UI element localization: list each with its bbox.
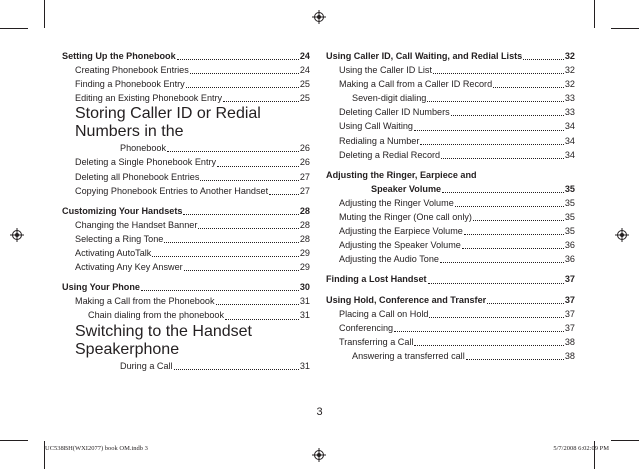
toc-entry[interactable] bbox=[62, 260, 310, 274]
toc-page-number: 27 bbox=[299, 171, 310, 182]
toc-entry[interactable] bbox=[62, 77, 310, 91]
toc-page-number: 32 bbox=[564, 51, 575, 61]
toc-entry[interactable] bbox=[326, 210, 575, 224]
dot-leader bbox=[174, 369, 299, 370]
toc-entry[interactable] bbox=[326, 105, 575, 119]
toc-page-number: 26 bbox=[299, 143, 310, 154]
print-slug-file: UC538BH(WXI2077) book OM.indb 3 bbox=[45, 445, 148, 452]
toc-page-number: 35 bbox=[564, 183, 575, 194]
toc-page-number: 37 bbox=[564, 308, 575, 319]
toc-page-number: 33 bbox=[564, 107, 575, 118]
toc-entry-title: Finding a Phonebook Entry bbox=[75, 79, 185, 90]
toc-entry[interactable] bbox=[62, 91, 310, 105]
toc-page-number: 24 bbox=[299, 65, 310, 76]
toc-section-heading[interactable] bbox=[326, 49, 575, 63]
toc-page-number: 35 bbox=[564, 212, 575, 223]
toc-page-number: 36 bbox=[564, 240, 575, 251]
toc-entry-title-continued: During a Call bbox=[120, 360, 173, 371]
dot-leader bbox=[223, 101, 299, 102]
toc-entry[interactable] bbox=[326, 349, 575, 363]
toc-page-number: 34 bbox=[564, 121, 575, 132]
dot-leader bbox=[493, 87, 564, 88]
toc-entry-title: Deleting Caller ID Numbers bbox=[339, 107, 450, 118]
toc-page-number: 36 bbox=[564, 254, 575, 265]
toc-page-number: 37 bbox=[564, 322, 575, 333]
crop-mark bbox=[44, 0, 45, 28]
toc-page-number: 37 bbox=[564, 274, 575, 285]
toc-entry[interactable] bbox=[62, 308, 310, 322]
crop-mark bbox=[611, 28, 639, 29]
dot-leader bbox=[428, 283, 564, 284]
toc-page-number: 28 bbox=[299, 219, 310, 230]
toc-entry[interactable] bbox=[326, 119, 575, 133]
toc-page-number: 35 bbox=[564, 197, 575, 208]
dot-leader bbox=[164, 242, 299, 243]
toc-section-heading[interactable] bbox=[326, 168, 575, 196]
crop-mark bbox=[0, 28, 28, 29]
toc-entry[interactable] bbox=[326, 321, 575, 335]
toc-entry-title: Adjusting the Earpiece Volume bbox=[339, 226, 463, 237]
dot-leader bbox=[433, 73, 564, 74]
dot-leader bbox=[152, 256, 299, 257]
toc-entry-title: Chain dialing from the phonebook bbox=[88, 310, 224, 321]
dot-leader bbox=[523, 59, 564, 60]
toc-page-number: 32 bbox=[564, 65, 575, 76]
toc-entry[interactable] bbox=[326, 224, 575, 238]
dot-leader bbox=[177, 59, 299, 60]
dot-leader bbox=[216, 304, 299, 305]
toc-entry-title: Finding a Lost Handset bbox=[326, 274, 427, 285]
dot-leader bbox=[217, 166, 299, 167]
toc-entry[interactable] bbox=[326, 63, 575, 77]
dot-leader bbox=[441, 158, 564, 159]
toc-entry[interactable] bbox=[326, 77, 575, 91]
registration-mark-icon bbox=[10, 228, 24, 242]
toc-entry-title: Using Caller ID, Call Waiting, and Redial Lists bbox=[326, 51, 523, 61]
toc-entry-title: Storing Caller ID or Redial Numbers in the bbox=[75, 105, 261, 141]
toc-section-heading[interactable] bbox=[62, 280, 310, 294]
toc-entry[interactable] bbox=[326, 252, 575, 266]
toc-entry-title: Copying Phonebook Entries to Another Handset bbox=[75, 185, 269, 196]
toc-entry-title: Adjusting the Ringer Volume bbox=[339, 197, 454, 208]
toc-entry-title: Redialing a Number bbox=[339, 135, 420, 146]
toc-entry[interactable] bbox=[326, 307, 575, 321]
toc-entry-title: Making a Call from a Caller ID Record bbox=[339, 79, 493, 90]
toc-page-number: 31 bbox=[299, 296, 310, 307]
toc-page-number: 25 bbox=[299, 93, 310, 104]
toc-entry-title: Adjusting the Audio Tone bbox=[339, 254, 439, 265]
toc-entry-title: Adjusting the Ringer, Earpiece and bbox=[326, 169, 477, 180]
toc-section-heading[interactable] bbox=[326, 293, 575, 307]
dot-leader bbox=[429, 317, 563, 318]
toc-page-number: 25 bbox=[299, 79, 310, 90]
dot-leader bbox=[225, 319, 299, 320]
toc-page-number: 30 bbox=[299, 282, 310, 293]
dot-leader bbox=[473, 220, 564, 221]
toc-entry[interactable] bbox=[62, 246, 310, 260]
toc-right-column bbox=[326, 49, 575, 363]
dot-leader bbox=[198, 228, 299, 229]
toc-entry-title: Selecting a Ring Tone bbox=[75, 233, 164, 244]
toc-left-column bbox=[62, 49, 310, 373]
toc-entry-title: Creating Phonebook Entries bbox=[75, 65, 189, 76]
toc-entry-title: Deleting a Redial Record bbox=[339, 149, 441, 160]
toc-entry-title: Activating AutoTalk bbox=[75, 248, 152, 259]
toc-page-number: 24 bbox=[299, 51, 310, 61]
toc-entry-title: Using Hold, Conference and Transfer bbox=[326, 294, 487, 305]
toc-entry[interactable] bbox=[326, 91, 575, 105]
toc-entry-title: Transferring a Call bbox=[339, 336, 414, 347]
toc-entry-title: Editing an Existing Phonebook Entry bbox=[75, 93, 223, 104]
toc-entry[interactable] bbox=[62, 184, 310, 198]
dot-leader bbox=[440, 262, 564, 263]
dot-leader bbox=[394, 331, 564, 332]
toc-page-number: 38 bbox=[564, 350, 575, 361]
toc-entry-title: Adjusting the Speaker Volume bbox=[339, 240, 461, 251]
toc-entry-title: Activating Any Key Answer bbox=[75, 262, 183, 273]
toc-entry-title: Answering a transferred call bbox=[352, 350, 465, 361]
crop-mark bbox=[0, 440, 28, 441]
toc-entry-title: Changing the Handset Banner bbox=[75, 219, 198, 230]
dot-leader bbox=[466, 359, 564, 360]
dot-leader bbox=[414, 130, 564, 131]
toc-page-number: 29 bbox=[299, 262, 310, 273]
toc-entry[interactable] bbox=[62, 155, 310, 169]
toc-entry-title: Using Your Phone bbox=[62, 282, 140, 293]
toc-entry[interactable] bbox=[62, 232, 310, 246]
toc-entry[interactable] bbox=[62, 105, 310, 155]
dot-leader bbox=[183, 214, 298, 215]
toc-entry-title: Switching to the Handset Speakerphone bbox=[75, 322, 252, 358]
toc-entry[interactable] bbox=[62, 294, 310, 308]
toc-entry-title-continued: Phonebook bbox=[120, 143, 167, 154]
registration-mark-icon bbox=[312, 10, 326, 24]
dot-leader bbox=[451, 115, 564, 116]
toc-page-number: 37 bbox=[564, 294, 575, 305]
dot-leader bbox=[141, 290, 299, 291]
toc-entry-title: Conferencing bbox=[339, 322, 394, 333]
toc-entry[interactable] bbox=[62, 63, 310, 77]
toc-entry[interactable] bbox=[62, 170, 310, 184]
toc-section-heading[interactable] bbox=[62, 204, 310, 218]
toc-entry-title: Muting the Ringer (One call only) bbox=[339, 212, 472, 223]
toc-page-number: 32 bbox=[564, 79, 575, 90]
toc-entry[interactable] bbox=[326, 148, 575, 162]
dot-leader bbox=[455, 206, 564, 207]
dot-leader bbox=[190, 73, 299, 74]
dot-leader bbox=[427, 101, 564, 102]
toc-page-number: 34 bbox=[564, 149, 575, 160]
toc-entry-title: Seven-digit dialing bbox=[352, 93, 427, 104]
toc-page-number: 35 bbox=[564, 226, 575, 237]
crop-mark bbox=[594, 0, 595, 28]
toc-entry-title: Placing a Call on Hold bbox=[339, 308, 429, 319]
toc-entry-title: Using Call Waiting bbox=[339, 121, 413, 132]
toc-page-number: 29 bbox=[299, 248, 310, 259]
dot-leader bbox=[184, 270, 299, 271]
dot-leader bbox=[167, 151, 299, 152]
dot-leader bbox=[442, 192, 564, 193]
toc-entry-title: Customizing Your Handsets bbox=[62, 205, 183, 216]
dot-leader bbox=[414, 345, 563, 346]
toc-entry-title: Making a Call from the Phonebook bbox=[75, 296, 215, 307]
toc-entry[interactable] bbox=[62, 218, 310, 232]
toc-page-number: 31 bbox=[299, 310, 310, 321]
toc-section-heading[interactable] bbox=[326, 272, 575, 286]
toc-entry-title: Setting Up the Phonebook bbox=[62, 51, 176, 61]
toc-page-number: 28 bbox=[299, 205, 310, 216]
toc-page-number: 33 bbox=[564, 93, 575, 104]
dot-leader bbox=[462, 248, 564, 249]
toc-page-number: 28 bbox=[299, 233, 310, 244]
toc-section-heading[interactable] bbox=[62, 49, 310, 63]
toc-page-number: 31 bbox=[299, 360, 310, 371]
print-slug-timestamp: 5/7/2008 6:02:09 PM bbox=[553, 445, 609, 452]
toc-entry[interactable] bbox=[326, 335, 575, 349]
dot-leader bbox=[200, 180, 299, 181]
toc-entry-title: Deleting a Single Phonebook Entry bbox=[75, 157, 217, 168]
dot-leader bbox=[186, 87, 299, 88]
toc-entry[interactable] bbox=[326, 134, 575, 148]
toc-page-number: 38 bbox=[564, 336, 575, 347]
toc-page-number: 34 bbox=[564, 135, 575, 146]
dot-leader bbox=[420, 144, 564, 145]
registration-mark-icon bbox=[312, 448, 326, 462]
dot-leader bbox=[464, 234, 564, 235]
toc-entry[interactable] bbox=[326, 238, 575, 252]
dot-leader bbox=[269, 194, 299, 195]
registration-mark-icon bbox=[615, 228, 629, 242]
page-number: 3 bbox=[316, 406, 323, 418]
crop-mark bbox=[611, 440, 639, 441]
toc-page-number: 27 bbox=[299, 185, 310, 196]
toc-entry[interactable] bbox=[326, 196, 575, 210]
toc-entry-title: Deleting all Phonebook Entries bbox=[75, 171, 200, 182]
toc-page-number: 26 bbox=[299, 157, 310, 168]
toc-entry-title: Using the Caller ID List bbox=[339, 65, 432, 76]
dot-leader bbox=[487, 303, 564, 304]
toc-entry[interactable] bbox=[62, 323, 310, 373]
toc-entry-title-continued: Speaker Volume bbox=[371, 183, 442, 194]
